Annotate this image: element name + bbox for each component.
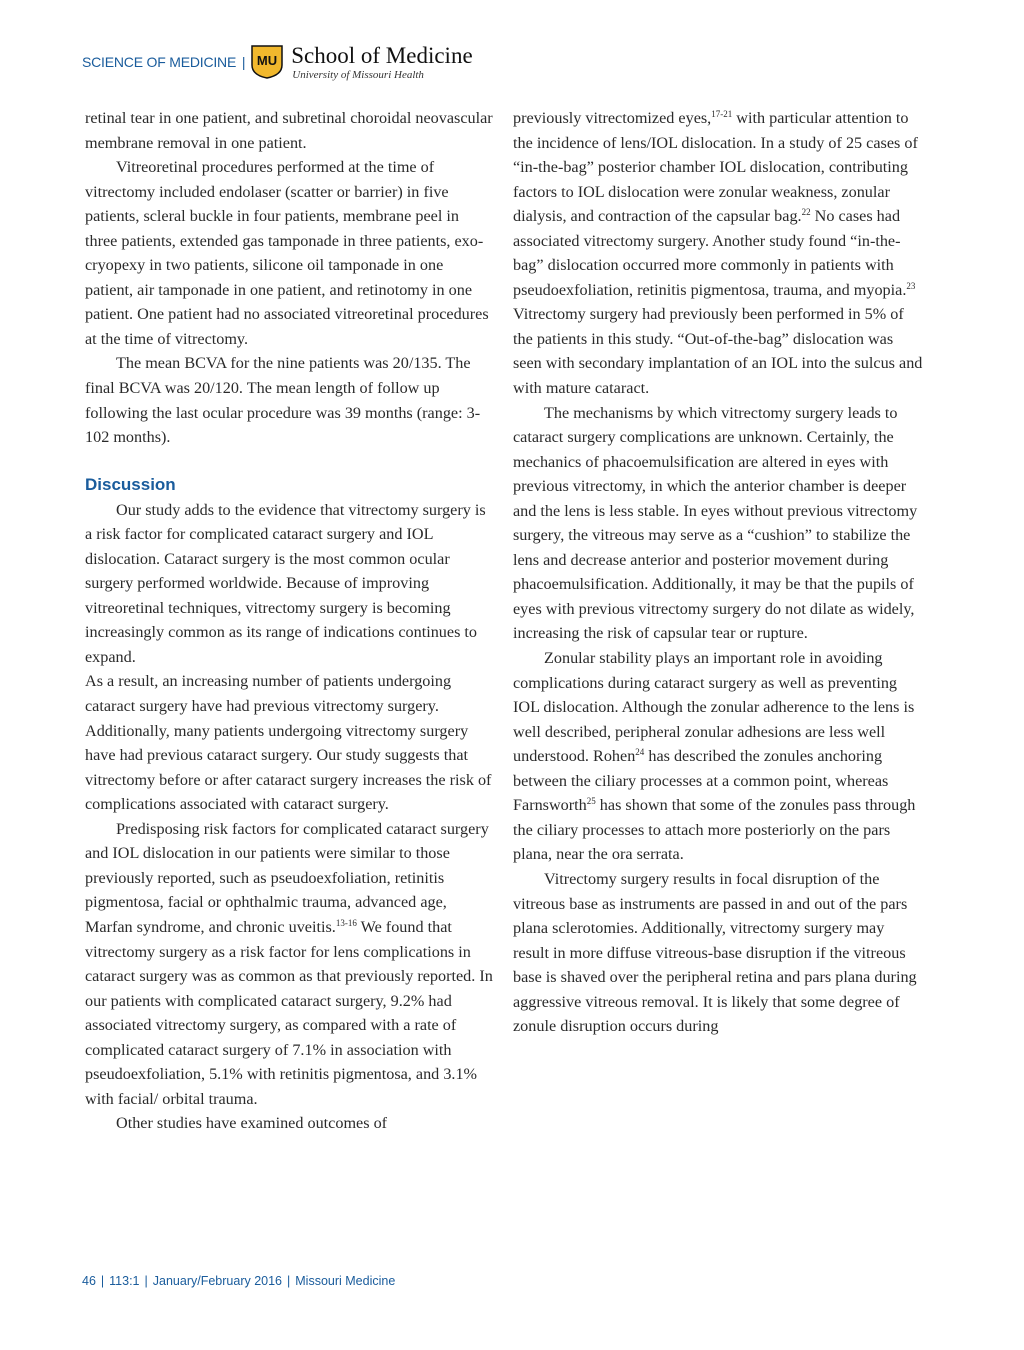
text-run: previously vitrectomized eyes,: [513, 109, 712, 127]
header-divider: |: [241, 54, 246, 70]
mu-logo: [251, 45, 283, 79]
text-run: No cases had associated vitrectomy surgery. Another study found “in-the-bag” dislocation occurred more commonly in patients with pseudoexfoliation, retinitis pigmentosa, trauma, and myopia.: [513, 207, 907, 299]
text-run: Predisposing risk factors for complicated cataract surgery and IOL dislocation in our patients were similar to those previously reported, such as pseudoexfoliation, retinitis pigmentosa, facial or ophthalmic trauma, advanced age, Marfan syndrome, and chronic uveitis.: [85, 819, 489, 936]
text-run: has shown that some of the zonules pass through the ciliary processes to attach more posteriorly on the pars plana, near the ora serrata.: [513, 796, 916, 864]
paragraph: Vitrectomy surgery results in focal disruption of the vitreous base as instruments are passed in and out of the pars plana sclerotomies. Additionally, vitrectomy surgery may result in more diffuse vitreous-base disruption if the vitreous base is shaved over the peripheral retina and pars plana during aggressive vitreous removal. It is likely that some degree of zonule disruption occurs during: [513, 869, 917, 1036]
page-number: 46: [82, 1274, 96, 1288]
citation: 13-16: [335, 917, 357, 928]
footer-divider: |: [287, 1274, 291, 1288]
section-heading: Discussion: [85, 474, 176, 494]
paragraph: [513, 646, 923, 867]
brand-subtitle: University of Missouri Health: [292, 68, 424, 81]
citation: 24: [635, 747, 645, 758]
paragraph: Other studies have examined outcomes of: [116, 1114, 388, 1133]
footer-divider: |: [100, 1274, 105, 1288]
paragraph: Our study adds to the evidence that vitrectomy surgery is a risk factor for complicated cataract surgery and IOL dislocation. Cataract surgery is the most common ocular surgery performed worldwide. Because of improving vitreoretinal techniques, vitrectomy surgery is becoming increasingly common as its range of indications continues to expand.: [85, 500, 486, 666]
brand-name: School of Medicine: [291, 42, 473, 68]
section-label-text: SCIENCE OF MEDICINE: [82, 54, 237, 70]
paragraph: As a result, an increasing number of patients undergoing cataract surgery have had previous vitrectomy surgery. Additionally, many patients undergoing vitrectomy surgery have had previous cataract surgery. Our study suggests that vitrectomy before or after cataract surgery increases the risk of complications associated with cataract surgery.: [85, 672, 492, 814]
page-footer: [82, 1274, 395, 1288]
section-label: [82, 54, 245, 70]
text-run: We found that vitrectomy surgery as a risk factor for lens complications in cataract surgery was as common as that previously reported. In our patients with complicated cataract surgery, 9.2% had associated vitrectomy surgery, as compared with a rate of complicated cataract surgery of 7.1% in association with pseudoexfoliation, 5.1% with retinitis pigmentosa, and 3.1% with facial/ orbital trauma.: [85, 917, 493, 1108]
text-run: has described the zonules anchoring between the ciliary processes at a common point, whereas Farnsworth: [513, 747, 889, 815]
citation: 22: [801, 207, 811, 218]
paragraph: Vitreoretinal procedures performed at the time of vitrectomy included endolaser (scatter or barrier) in five patients, scleral buckle in four patients, membrane peel in three patients, extended gas tamponade in three patients, exo-cryopexy in two patients, silicone oil tamponade in one patient, air tamponade in one patient, and retinotomy in one patient. One patient had no associated vitreoretinal procedures at the time of vitrectomy.: [85, 158, 489, 348]
brand: [291, 44, 472, 81]
paragraph: [85, 817, 495, 1112]
journal-name: Missouri Medicine: [295, 1274, 396, 1288]
footer-divider: |: [144, 1274, 148, 1288]
page-header: [82, 40, 473, 84]
citation: 25: [586, 796, 596, 807]
issue-date: January/February 2016: [152, 1274, 283, 1288]
text-run: with particular attention to the incidence of lens/IOL dislocation. In a study of 25 cases of “in-the-bag” posterior chamber IOL dislocation, contributing factors to IOL dislocation were zonular weakness, zonular dialysis, and contraction of the capsular bag.: [513, 109, 918, 226]
citation: 23: [906, 280, 916, 291]
text-run: Zonular stability plays an important role in avoiding complications during cataract surgery as well as preventing IOL dislocation. Although the zonular adherence to the lens is well described, peripheral zonular adhesions are less well understood. Rohen: [513, 649, 915, 766]
paragraph: retinal tear in one patient, and subretinal choroidal neovascular membrane removal in one patient.: [85, 109, 493, 152]
left-column: [85, 106, 495, 1136]
paragraph: [513, 106, 923, 401]
right-column: [513, 106, 923, 1039]
citation: 17-21: [711, 109, 733, 119]
logo-lettering: MU: [257, 53, 278, 68]
text-run: Vitrectomy surgery had previously been performed in 5% of the patients in this study. “Out-of-the-bag” dislocation was seen with secondary implantation of an IOL into the sulcus and with mature cataract.: [513, 305, 923, 398]
paragraph: The mechanisms by which vitrectomy surgery leads to cataract surgery complications are unknown. Certainly, the mechanics of phacoemulsification are altered in eyes with previous vitrectomy, in which the anterior chamber is deeper and the lens is less stable. In eyes without previous vitrectomy surgery, the vitreous may serve as a “cushion” to stabilize the lens and decrease anterior and posterior movement during phacoemulsification. Additionally, it may be that the pupils of eyes with previous vitrectomy surgery do not dilate as widely, increasing the risk of capsular tear or rupture.: [513, 403, 918, 643]
spacer: [85, 450, 495, 472]
issue-number: 113:1: [109, 1274, 140, 1288]
paragraph: The mean BCVA for the nine patients was 20/135. The final BCVA was 20/120. The mean length of follow up following the last ocular procedure was 39 months (range: 3-102 months).: [85, 354, 481, 447]
